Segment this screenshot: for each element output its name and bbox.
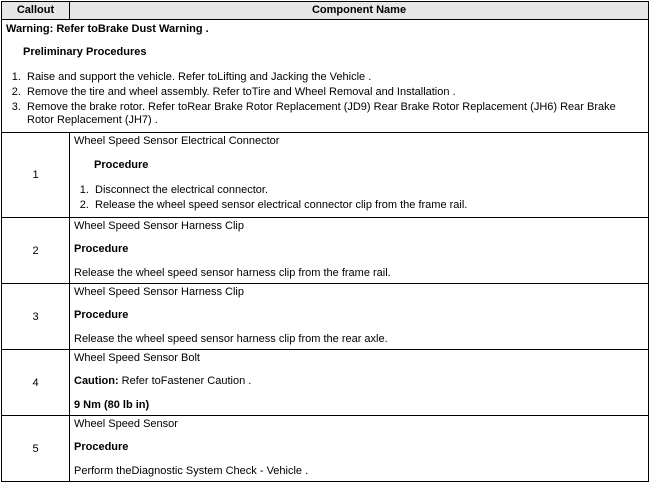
component-name-header: Component Name [70, 2, 649, 20]
warning-line [6, 23, 644, 36]
procedure-table [1, 1, 649, 482]
procedure-text: Release the wheel speed sensor harness clip from the rear axle. [74, 333, 388, 345]
procedure-steps [74, 184, 644, 212]
procedure-text: Release the wheel speed sensor harness clip from the frame rail. [74, 267, 391, 279]
preliminary-row [2, 20, 649, 133]
procedure-label: Procedure [74, 309, 129, 321]
component-cell [70, 218, 649, 284]
table-row [2, 350, 649, 416]
callout-number: 3 [2, 284, 70, 350]
table-header-row [2, 2, 649, 20]
torque-spec: 9 Nm (80 lb in) [74, 399, 150, 411]
warning-label: Warning: [6, 23, 54, 35]
component-name: Wheel Speed Sensor Harness Clip [74, 286, 244, 298]
table-row [2, 218, 649, 284]
preliminary-step: 2. Remove the tire and wheel assembly. Refer toTire and Wheel Removal and Installation . [24, 86, 644, 99]
component-name: Wheel Speed Sensor Harness Clip [74, 220, 244, 232]
procedure-text: Perform theDiagnostic System Check - Vehicle . [74, 465, 309, 477]
callout-number: 1 [2, 133, 70, 218]
component-name: Wheel Speed Sensor [74, 418, 178, 430]
warning-text: Refer toBrake Dust Warning . [56, 23, 209, 35]
callout-number: 2 [2, 218, 70, 284]
callout-number: 5 [2, 416, 70, 482]
caution-line [74, 375, 644, 388]
component-cell [70, 284, 649, 350]
component-cell [70, 416, 649, 482]
table-row [2, 133, 649, 218]
component-name: Wheel Speed Sensor Bolt [74, 352, 200, 364]
preliminary-title: Preliminary Procedures [23, 46, 147, 58]
component-cell [70, 350, 649, 416]
procedure-step: 2. Release the wheel speed sensor electrical connector clip from the frame rail. [92, 199, 644, 212]
caution-text: Refer toFastener Caution . [121, 375, 252, 387]
callout-header: Callout [2, 2, 70, 20]
procedure-label: Procedure [94, 159, 149, 171]
table-row [2, 284, 649, 350]
preliminary-step: 3. Remove the brake rotor. Refer toRear Brake Rotor Replacement (JD9) Rear Brake Rotor Replacement (JH6) Rear Brake Rotor Replacement (JH7) . [24, 101, 644, 127]
caution-label: Caution: [74, 375, 119, 387]
preliminary-step: 1. Raise and support the vehicle. Refer toLifting and Jacking the Vehicle . [24, 71, 644, 84]
table-row [2, 416, 649, 482]
procedure-label: Procedure [74, 441, 129, 453]
procedure-step: 1. Disconnect the electrical connector. [92, 184, 644, 197]
callout-number: 4 [2, 350, 70, 416]
procedure-label: Procedure [74, 243, 129, 255]
component-name: Wheel Speed Sensor Electrical Connector [74, 135, 280, 147]
preliminary-steps [6, 71, 644, 127]
component-cell [70, 133, 649, 218]
preliminary-cell [2, 20, 649, 133]
